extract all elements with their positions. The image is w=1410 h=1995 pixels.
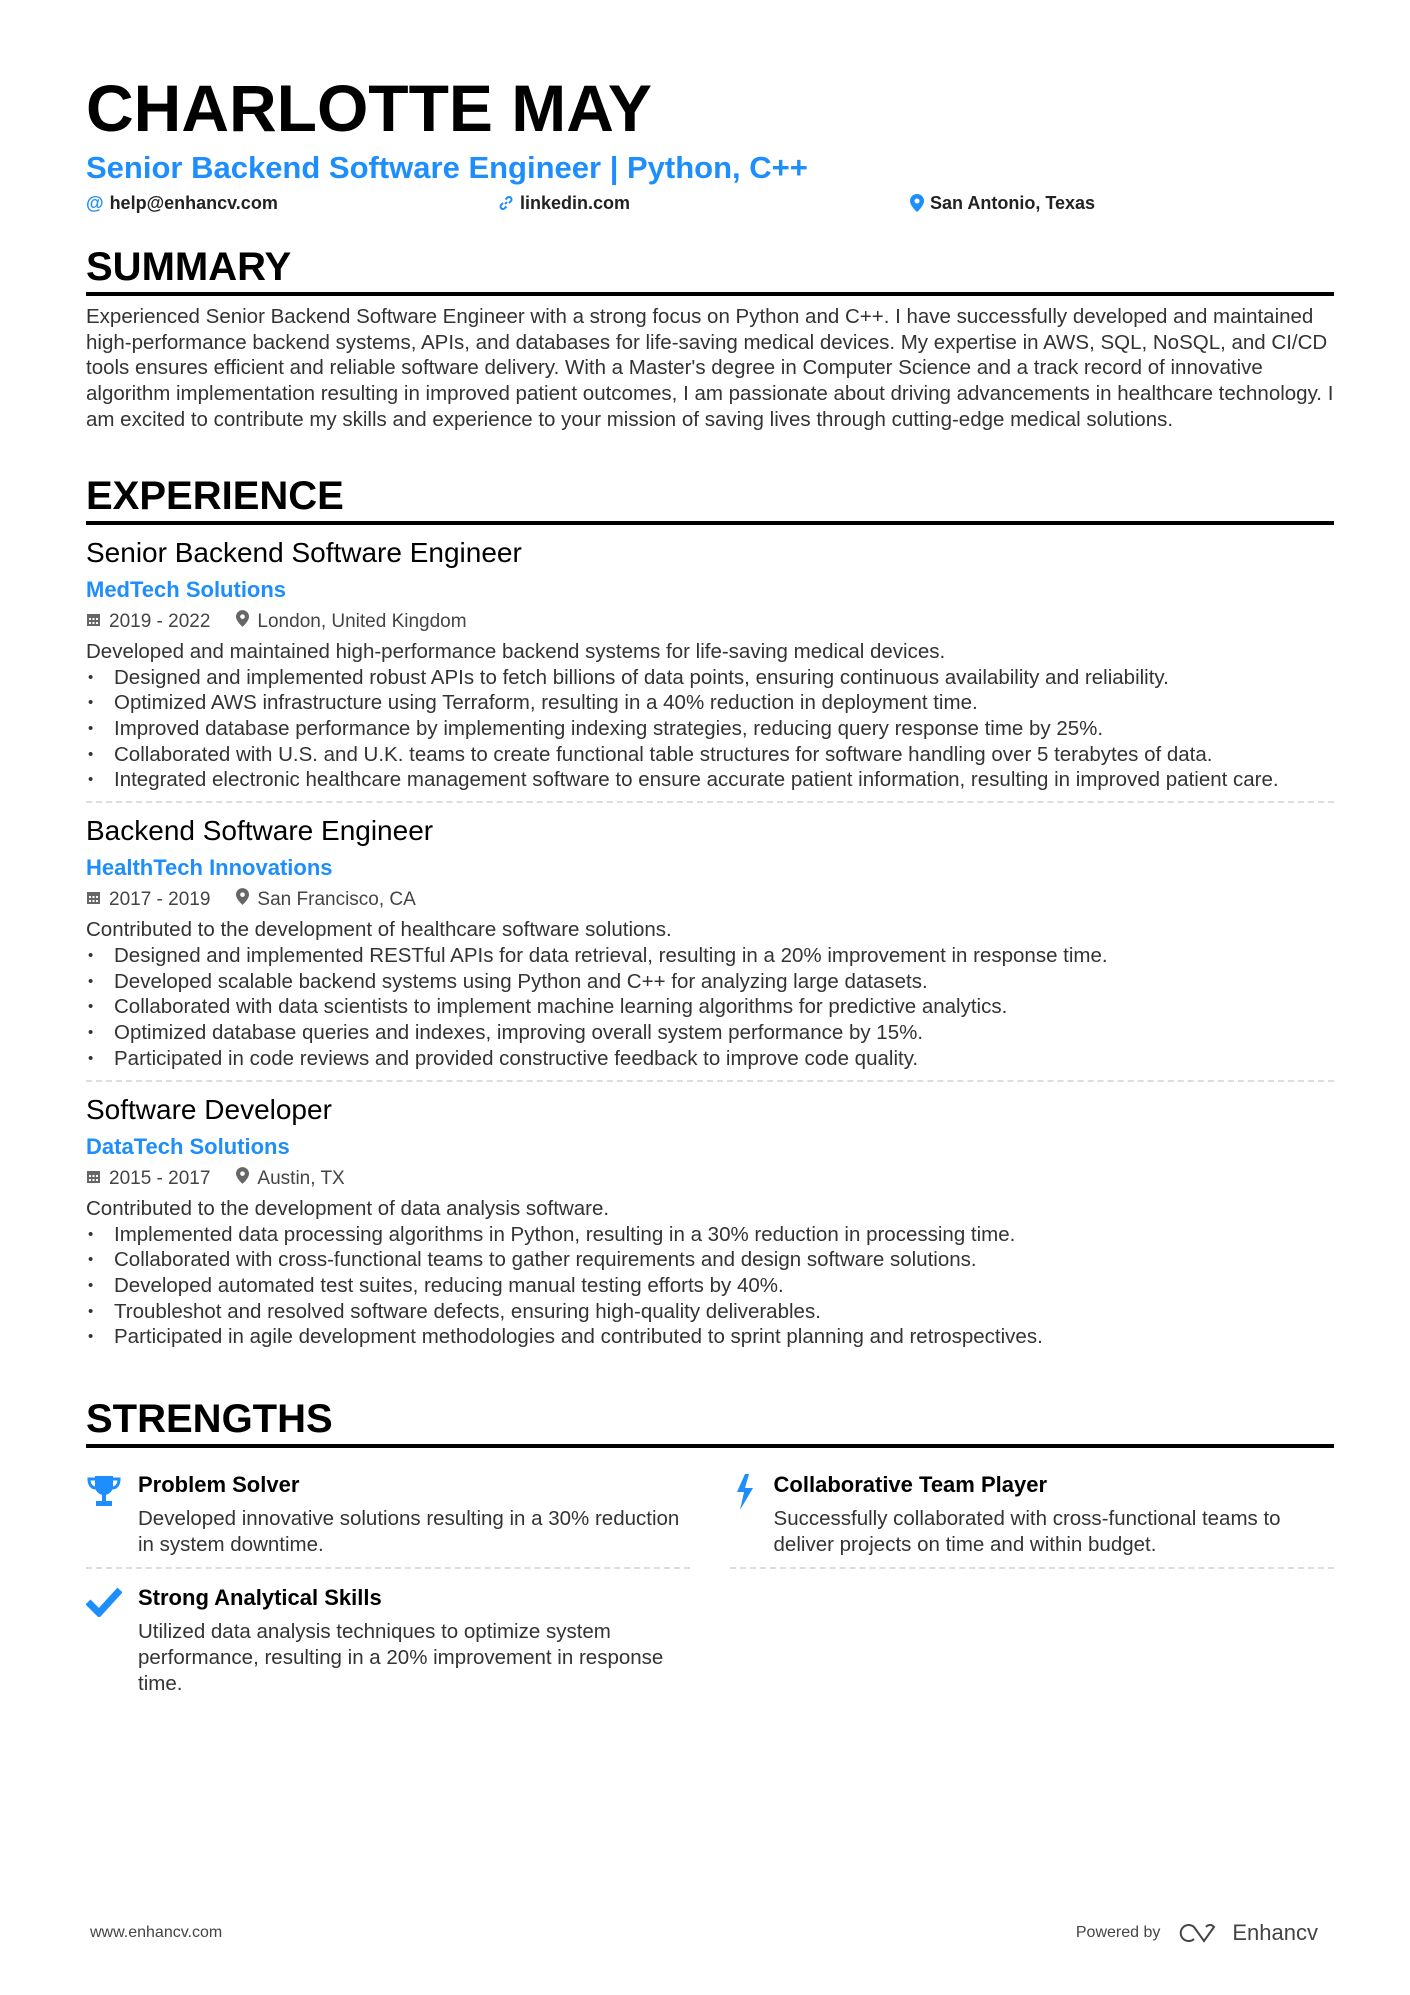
job-description: Contributed to the development of data analysis software. [86, 1196, 610, 1220]
bullet-item: • Designed and implemented robust APIs to fetch billions of data points, ensuring continuous availability and reliability. [86, 665, 1334, 691]
powered-by-label: Powered by [1075, 1924, 1161, 1941]
experience-section [86, 473, 1334, 1359]
enhancv-logo [1178, 1920, 1318, 1946]
summary-text: Experienced Senior Backend Software Engineer with a strong focus on Python and C++. I have successfully developed and maintained high-performance backend systems, APIs, and databases for life-saving medical devices. My expertise in AWS, SQL, NoSQL, and CI/CD tools ensures efficient and reliable software delivery. With a Master's degree in Computer Science and a track record of innovative algorithm implementation resulting in improved patient outcomes, I am passionate about driving advancements in healthcare technology. I am excited to contribute my skills and experience to your mission of saving lives through cutting-edge medical solutions. [86, 305, 1334, 431]
job-title: Software Developer [86, 1093, 332, 1125]
bullet-item: • Optimized database queries and indexes, improving overall system performance by 15%. [86, 1020, 1334, 1046]
company-name: MedTech Solutions [86, 576, 287, 602]
job-dates: 2019 - 2022 [109, 610, 211, 632]
job-dates: 2017 - 2019 [109, 889, 211, 911]
strength-title: Strong Analytical Skills [138, 1585, 382, 1611]
job-title: Backend Software Engineer [86, 815, 434, 847]
section-heading: STRENGTHS [86, 1396, 1334, 1448]
job-location: San Francisco, CA [257, 889, 416, 911]
email[interactable]: help@enhancv.com [109, 192, 278, 213]
bullet-item: • Participated in code reviews and provided constructive feedback to improve code quality. [86, 1046, 1334, 1072]
bullet-item: • Designed and implemented RESTful APIs for data retrieval, resulting in a 20% improvement in response time. [86, 943, 1334, 969]
job-location: London, United Kingdom [257, 610, 467, 632]
strength-title: Collaborative Team Player [773, 1472, 1048, 1498]
bullet-item: • Collaborated with U.S. and U.K. teams to create functional table structures for software handling over 5 terabytes of data. [86, 742, 1334, 768]
location-pin-icon [236, 607, 249, 637]
bullet-item: • Collaborated with data scientists to implement machine learning algorithms for predictive analytics. [86, 994, 1334, 1020]
company-name: HealthTech Innovations [86, 855, 333, 881]
candidate-title: Senior Backend Software Engineer | Python, C++ [86, 150, 808, 185]
at-icon: @ [86, 192, 104, 213]
job-location: Austin, TX [257, 1167, 345, 1189]
bullet-item: • Integrated electronic healthcare management software to ensure accurate patient information, resulting in improved patient care. [86, 767, 1334, 793]
checkmark-icon [86, 1583, 122, 1696]
bullet-list [86, 943, 1334, 1072]
company-name: DataTech Solutions [86, 1133, 290, 1159]
job-entry [86, 525, 1334, 804]
lightning-icon [730, 1470, 758, 1557]
trophy-icon [86, 1470, 122, 1557]
bullet-item: • Troubleshot and resolved software defects, ensuring high-quality deliverables. [86, 1299, 1334, 1325]
bullet-item: • Participated in agile development methodologies and contributed to sprint planning and retrospectives. [86, 1324, 1334, 1350]
strength-text: Successfully collaborated with cross-functional teams to deliver projects on time and within budget. [773, 1507, 1281, 1556]
bullet-item: • Developed automated test suites, reducing manual testing efforts by 40%. [86, 1273, 1334, 1299]
bullet-item: • Implemented data processing algorithms in Python, resulting in a 30% reduction in processing time. [86, 1222, 1334, 1248]
location-pin-icon [910, 194, 924, 212]
calendar-icon [86, 607, 101, 637]
bullet-item: • Developed scalable backend systems using Python and C++ for analyzing large datasets. [86, 969, 1334, 995]
summary-section [86, 244, 1334, 433]
bullet-item: • Collaborated with cross-functional teams to gather requirements and design software solutions. [86, 1247, 1334, 1273]
strength-item [86, 1569, 690, 1706]
calendar-icon [86, 885, 101, 915]
strength-text: Developed innovative solutions resulting in a 30% reduction in system downtime. [138, 1507, 680, 1556]
strength-item [730, 1456, 1334, 1569]
contact-info [86, 190, 1334, 216]
job-title: Senior Backend Software Engineer [86, 536, 522, 568]
job-entry [86, 1082, 1334, 1359]
footer [90, 1920, 1318, 1946]
bullet-list [86, 1222, 1334, 1351]
section-heading: EXPERIENCE [86, 473, 1334, 525]
strength-item [86, 1456, 690, 1569]
location-pin-icon [236, 885, 249, 915]
candidate-name: CHARLOTTE MAY [86, 71, 652, 145]
strength-text: Utilized data analysis techniques to optimize system performance, resulting in a 20% improvement in response time. [138, 1620, 664, 1695]
resume [86, 70, 1334, 1707]
job-description: Developed and maintained high-performance backend systems for life-saving medical devices. [86, 639, 946, 663]
job-description: Contributed to the development of healthcare software solutions. [86, 918, 672, 942]
section-heading: SUMMARY [86, 244, 1334, 296]
job-entry [86, 803, 1334, 1082]
strength-title: Problem Solver [138, 1472, 300, 1498]
enhancv-logo-icon [1178, 1921, 1224, 1945]
location: San Antonio, Texas [930, 192, 1096, 213]
job-dates: 2015 - 2017 [109, 1167, 211, 1189]
bullet-list [86, 665, 1334, 794]
calendar-icon [86, 1164, 101, 1194]
brand-name: Enhancv [1232, 1920, 1318, 1945]
linkedin[interactable]: linkedin.com [520, 192, 631, 213]
website-link[interactable]: www.enhancv.com [90, 1924, 223, 1941]
strengths-section [86, 1396, 1334, 1707]
bullet-item: • Improved database performance by implementing indexing strategies, reducing query response time by 25%. [86, 716, 1334, 742]
bullet-item: • Optimized AWS infrastructure using Terraform, resulting in a 40% reduction in deployment time. [86, 690, 1334, 716]
link-icon [498, 195, 514, 211]
location-pin-icon [236, 1164, 249, 1194]
